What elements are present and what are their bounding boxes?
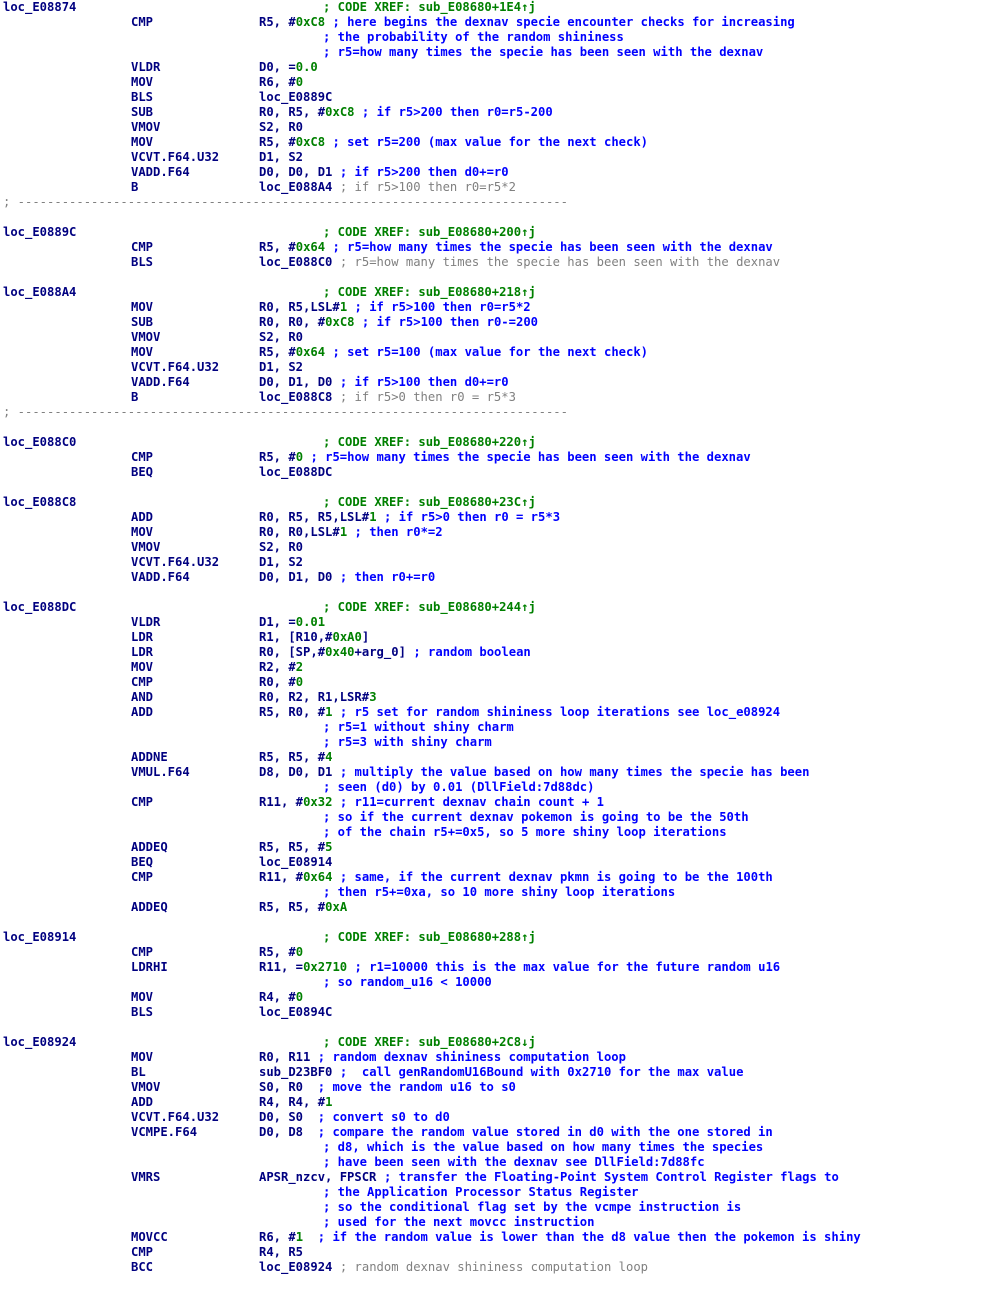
- instruction-line: [0, 75, 1000, 90]
- mnemonic: ADDEQ: [131, 900, 168, 914]
- separator-line: [0, 195, 1000, 210]
- instruction-line: [0, 60, 1000, 75]
- comment: ; move the random u16 to s0: [310, 1080, 516, 1094]
- operand-number: 0: [295, 990, 304, 1004]
- instruction-line: [0, 660, 1000, 675]
- instruction-line: [0, 1110, 1000, 1125]
- operand: R11, #: [259, 795, 304, 809]
- instruction-line: [0, 120, 1000, 135]
- mnemonic: ADD: [131, 1095, 154, 1109]
- operand: D0, D0, D1: [259, 165, 333, 179]
- mnemonic: SUB: [131, 105, 154, 119]
- mnemonic: LDR: [131, 645, 154, 659]
- operand: R5, #: [259, 450, 296, 464]
- operand: R4, R5: [259, 1245, 304, 1259]
- comment-continuation-line: [0, 30, 1000, 45]
- mnemonic: VLDR: [131, 615, 161, 629]
- instruction-line: [0, 165, 1000, 180]
- separator: ; ---------------------------------------------------------------------------: [3, 405, 568, 419]
- operand: D1, =: [259, 615, 296, 629]
- mnemonic: CMP: [131, 945, 154, 959]
- instruction-line: [0, 255, 1000, 270]
- mnemonic: ADD: [131, 510, 154, 524]
- operand-number: 0: [295, 75, 304, 89]
- operand: R5, R5, #: [259, 750, 326, 764]
- operand: R5, #: [259, 240, 296, 254]
- operand-branch-target[interactable]: loc_E08914: [259, 855, 333, 869]
- comment: ; random dexnav shininess computation loop: [317, 1050, 626, 1064]
- mnemonic: BLS: [131, 90, 154, 104]
- operand: R0, R0, #: [259, 315, 326, 329]
- operand-number: 3: [369, 690, 377, 704]
- operand-number: 0xA0: [332, 630, 362, 644]
- comment: ; if r5>0 then r0 = r5*3: [383, 510, 561, 524]
- xref-comment[interactable]: ; CODE XREF: sub_E08680+23C↑j: [323, 495, 536, 509]
- operand-number: 0x64: [295, 240, 326, 254]
- code-label[interactable]: loc_E08924: [3, 1035, 77, 1049]
- operand: R0, R5,LSL#: [259, 300, 340, 314]
- xref-comment[interactable]: ; CODE XREF: sub_E08680+244↑j: [323, 600, 536, 614]
- instruction-line: [0, 540, 1000, 555]
- mnemonic: MOVCC: [131, 1230, 168, 1244]
- mnemonic: VMRS: [131, 1170, 161, 1184]
- comment: ; r5 set for random shininess loop iterations see loc_e08924: [339, 705, 781, 719]
- instruction-line: [0, 990, 1000, 1005]
- code-label[interactable]: loc_E08874: [3, 0, 77, 14]
- operand-number: 0.0: [295, 60, 318, 74]
- comment: ; r1=10000 this is the max value for the future random u16: [354, 960, 781, 974]
- repeatable-comment: ; if r5>100 then r0=r5*2: [339, 180, 516, 194]
- label-line: [0, 0, 1000, 15]
- instruction-line: [0, 345, 1000, 360]
- separator-line: [0, 405, 1000, 420]
- operand-branch-target[interactable]: loc_E0894C: [259, 1005, 333, 1019]
- instruction-line: [0, 1080, 1000, 1095]
- label-line: [0, 495, 1000, 510]
- comment: ; then r0+=r0: [339, 570, 436, 584]
- operand: R5, R5, #: [259, 840, 326, 854]
- instruction-line: [0, 1065, 1000, 1080]
- operand-number: 0.01: [295, 615, 326, 629]
- mnemonic: VMOV: [131, 1080, 161, 1094]
- code-label[interactable]: loc_E08914: [3, 930, 77, 944]
- instruction-line: [0, 375, 1000, 390]
- mnemonic: BCC: [131, 1260, 154, 1274]
- mnemonic: VMOV: [131, 120, 161, 134]
- comment: ; compare the random value stored in d0 with the one stored in: [310, 1125, 773, 1139]
- mnemonic: ADDEQ: [131, 840, 168, 854]
- code-label[interactable]: loc_E088C0: [3, 435, 77, 449]
- operand: R0, R2, R1,LSR#: [259, 690, 370, 704]
- blank-line: [0, 480, 1000, 495]
- blank-line: [0, 270, 1000, 285]
- operand: R6, #: [259, 75, 296, 89]
- operand: R0, R5, R5,LSL#: [259, 510, 370, 524]
- mnemonic: MOV: [131, 75, 154, 89]
- operand: R2, #: [259, 660, 296, 674]
- operand: R4, #: [259, 990, 296, 1004]
- mnemonic: CMP: [131, 870, 154, 884]
- operand-branch-target[interactable]: loc_E088C8: [259, 390, 333, 404]
- operand: D1, S2: [259, 555, 304, 569]
- label-line: [0, 435, 1000, 450]
- instruction-line: [0, 360, 1000, 375]
- comment: ; so if the current dexnav pokemon is going to be the 50th: [323, 810, 749, 824]
- instruction-line: [0, 855, 1000, 870]
- operand: R0, #: [259, 675, 296, 689]
- mnemonic: AND: [131, 690, 154, 704]
- comment: ; if r5>200 then r0=r5-200: [361, 105, 553, 119]
- instruction-line: [0, 555, 1000, 570]
- mnemonic: ADDNE: [131, 750, 168, 764]
- repeatable-comment: ; random dexnav shininess computation loop: [339, 1260, 649, 1274]
- operand: R0, R11: [259, 1050, 311, 1064]
- blank-line: [0, 210, 1000, 225]
- instruction-line: [0, 240, 1000, 255]
- comment: ; call genRandomU16Bound with 0x2710 for the max value: [339, 1065, 744, 1079]
- operand: R5, #: [259, 135, 296, 149]
- blank-line: [0, 585, 1000, 600]
- instruction-line: [0, 510, 1000, 525]
- mnemonic: SUB: [131, 315, 154, 329]
- operand-number: 0: [295, 450, 304, 464]
- operand: R0, [SP,#: [259, 645, 326, 659]
- comment: ; random boolean: [413, 645, 531, 659]
- mnemonic: VADD.F64: [131, 165, 190, 179]
- comment: ; same, if the current dexnav pkmn is going to be the 100th: [339, 870, 773, 884]
- mnemonic: VADD.F64: [131, 570, 190, 584]
- instruction-line: [0, 840, 1000, 855]
- xref-comment[interactable]: ; CODE XREF: sub_E08680+2C8↓j: [323, 1035, 536, 1049]
- instruction-line: [0, 105, 1000, 120]
- operand-number: 0xA: [325, 900, 348, 914]
- instruction-line: [0, 765, 1000, 780]
- label-line: [0, 285, 1000, 300]
- comment-continuation-line: [0, 735, 1000, 750]
- mnemonic: ADD: [131, 705, 154, 719]
- xref-comment[interactable]: ; CODE XREF: sub_E08680+218↑j: [323, 285, 536, 299]
- operand-number: 1: [369, 510, 377, 524]
- operand: R6, #: [259, 1230, 296, 1244]
- mnemonic: MOV: [131, 345, 154, 359]
- label-line: [0, 225, 1000, 240]
- instruction-line: [0, 630, 1000, 645]
- mnemonic: CMP: [131, 450, 154, 464]
- operand: R0, R0,LSL#: [259, 525, 340, 539]
- operand: D0, D1, D0: [259, 375, 333, 389]
- instruction-line: [0, 1245, 1000, 1260]
- instruction-line: [0, 525, 1000, 540]
- mnemonic: MOV: [131, 135, 154, 149]
- instruction-line: [0, 945, 1000, 960]
- mnemonic: VMOV: [131, 330, 161, 344]
- comment-continuation-line: [0, 780, 1000, 795]
- instruction-line: [0, 330, 1000, 345]
- mnemonic: VCVT.F64.U32: [131, 555, 220, 569]
- operand: R5, #: [259, 345, 296, 359]
- instruction-line: [0, 570, 1000, 585]
- mnemonic: VCMPE.F64: [131, 1125, 198, 1139]
- comment: ; of the chain r5+=0x5, so 5 more shiny loop iterations: [323, 825, 727, 839]
- mnemonic: LDRHI: [131, 960, 168, 974]
- operand: R5, R0, #: [259, 705, 326, 719]
- instruction-line: [0, 705, 1000, 720]
- code-label[interactable]: loc_E088A4: [3, 285, 77, 299]
- mnemonic: B: [131, 390, 139, 404]
- label-line: [0, 600, 1000, 615]
- comment: ; r11=current dexnav chain count + 1: [339, 795, 604, 809]
- label-line: [0, 1035, 1000, 1050]
- comment: ; then r5+=0xa, so 10 more shiny loop iterations: [323, 885, 676, 899]
- comment-continuation-line: [0, 825, 1000, 840]
- code-label[interactable]: loc_E0889C: [3, 225, 77, 239]
- operand-branch-target[interactable]: sub_D23BF0: [259, 1065, 333, 1079]
- operand-number: 0x40: [325, 645, 355, 659]
- instruction-line: [0, 1050, 1000, 1065]
- mnemonic: BL: [131, 1065, 146, 1079]
- mnemonic: VMOV: [131, 540, 161, 554]
- operand: ]: [361, 630, 370, 644]
- comment-continuation-line: [0, 720, 1000, 735]
- mnemonic: VADD.F64: [131, 375, 190, 389]
- operand-number: 1: [339, 300, 348, 314]
- mnemonic: VMUL.F64: [131, 765, 190, 779]
- instruction-line: [0, 1095, 1000, 1110]
- mnemonic: MOV: [131, 990, 154, 1004]
- mnemonic: MOV: [131, 300, 154, 314]
- instruction-line: [0, 615, 1000, 630]
- mnemonic: LDR: [131, 630, 154, 644]
- mnemonic: BLS: [131, 255, 154, 269]
- operand: R11, #: [259, 870, 304, 884]
- operand-number: 1: [325, 705, 333, 719]
- instruction-line: [0, 465, 1000, 480]
- comment: ; if the random value is lower than the d8 value then the pokemon is shiny: [310, 1230, 861, 1244]
- operand-number: 0x2710: [303, 960, 348, 974]
- operand: APSR_nzcv, FPSCR: [259, 1170, 377, 1184]
- operand: D0, D8: [259, 1125, 304, 1139]
- operand-number: 0: [295, 945, 304, 959]
- operand-branch-target[interactable]: loc_E0889C: [259, 90, 333, 104]
- operand-number: 2: [295, 660, 304, 674]
- comment: ; r5=3 with shiny charm: [323, 735, 492, 749]
- instruction-line: [0, 15, 1000, 30]
- comment: ; if r5>100 then r0-=200: [361, 315, 538, 329]
- comment: ; multiply the value based on how many times the specie has been: [339, 765, 810, 779]
- comment-continuation-line: [0, 810, 1000, 825]
- instruction-line: [0, 1170, 1000, 1185]
- blank-line: [0, 915, 1000, 930]
- operand-number: 0: [295, 675, 304, 689]
- operand-number: 0xC8: [295, 135, 326, 149]
- instruction-line: [0, 390, 1000, 405]
- operand-number: 0x64: [295, 345, 326, 359]
- comment-continuation-line: [0, 1155, 1000, 1170]
- instruction-line: [0, 150, 1000, 165]
- code-label[interactable]: loc_E088C8: [3, 495, 77, 509]
- blank-line: [0, 1020, 1000, 1035]
- operand-number: 0x64: [303, 870, 333, 884]
- operand: D0, D1, D0: [259, 570, 333, 584]
- comment: ; r5=1 without shiny charm: [323, 720, 514, 734]
- label-line: [0, 930, 1000, 945]
- mnemonic: CMP: [131, 240, 154, 254]
- operand-number: 0xC8: [325, 315, 355, 329]
- instruction-line: [0, 315, 1000, 330]
- operand: S2, R0: [259, 120, 304, 134]
- xref-comment[interactable]: ; CODE XREF: sub_E08680+288↑j: [323, 930, 536, 944]
- instruction-line: [0, 870, 1000, 885]
- operand: R5, #: [259, 945, 296, 959]
- instruction-line: [0, 135, 1000, 150]
- operand-branch-target[interactable]: loc_E08924: [259, 1260, 333, 1274]
- comment-continuation-line: [0, 1215, 1000, 1230]
- comment-continuation-line: [0, 885, 1000, 900]
- instruction-line: [0, 690, 1000, 705]
- operand-branch-target[interactable]: loc_E088DC: [259, 465, 333, 479]
- comment: ; r5=how many times the specie has been seen with the dexnav: [332, 240, 773, 254]
- mnemonic: MOV: [131, 660, 154, 674]
- instruction-line: [0, 1005, 1000, 1020]
- mnemonic: CMP: [131, 675, 154, 689]
- repeatable-comment: ; r5=how many times the specie has been seen with the dexnav: [339, 255, 781, 269]
- comment-continuation-line: [0, 1185, 1000, 1200]
- mnemonic: MOV: [131, 525, 154, 539]
- operand-number: 0xC8: [325, 105, 355, 119]
- operand-branch-target[interactable]: loc_E088A4: [259, 180, 333, 194]
- mnemonic: CMP: [131, 795, 154, 809]
- comment: ; the Application Processor Status Register: [323, 1185, 639, 1199]
- instruction-line: [0, 645, 1000, 660]
- operand: D0, =: [259, 60, 296, 74]
- mnemonic: VLDR: [131, 60, 161, 74]
- mnemonic: BLS: [131, 1005, 154, 1019]
- xref-comment[interactable]: ; CODE XREF: sub_E08680+200↑j: [323, 225, 536, 239]
- operand: S2, R0: [259, 540, 304, 554]
- operand: R11, =: [259, 960, 304, 974]
- operand-number: 1: [295, 1230, 304, 1244]
- instruction-line: [0, 90, 1000, 105]
- instruction-line: [0, 960, 1000, 975]
- comment: ; transfer the Floating-Point System Control Register flags to: [383, 1170, 839, 1184]
- instruction-line: [0, 180, 1000, 195]
- operand-number: 4: [325, 750, 333, 764]
- comment-continuation-line: [0, 45, 1000, 60]
- instruction-line: [0, 750, 1000, 765]
- instruction-line: [0, 300, 1000, 315]
- code-label[interactable]: loc_E088DC: [3, 600, 77, 614]
- comment: ; used for the next movcc instruction: [323, 1215, 595, 1229]
- operand: D0, S0: [259, 1110, 304, 1124]
- comment: ; seen (d0) by 0.01 (DllField:7d88dc): [323, 780, 595, 794]
- comment-continuation-line: [0, 1140, 1000, 1155]
- separator: ; ---------------------------------------------------------------------------: [3, 195, 568, 209]
- comment: ; so the conditional flag set by the vcmpe instruction is: [323, 1200, 742, 1214]
- mnemonic: MOV: [131, 1050, 154, 1064]
- operand: S2, R0: [259, 330, 304, 344]
- comment: ; r5=how many times the specie has been seen with the dexnav: [310, 450, 751, 464]
- comment: ; if r5>200 then d0+=r0: [339, 165, 509, 179]
- instruction-line: [0, 450, 1000, 465]
- comment: ; convert s0 to d0: [310, 1110, 450, 1124]
- instruction-line: [0, 675, 1000, 690]
- operand: R5, R5, #: [259, 900, 326, 914]
- comment: ; have been seen with the dexnav see DllField:7d88fc: [323, 1155, 705, 1169]
- mnemonic: BEQ: [131, 465, 154, 479]
- repeatable-comment: ; if r5>0 then r0 = r5*3: [339, 390, 516, 404]
- operand-number: 0xC8: [295, 15, 326, 29]
- operand: +arg_0]: [354, 645, 406, 659]
- operand: D8, D0, D1: [259, 765, 333, 779]
- comment: ; d8, which is the value based on how many times the species: [323, 1140, 764, 1154]
- instruction-line: [0, 1230, 1000, 1245]
- comment: ; the probability of the random shininess: [323, 30, 624, 44]
- mnemonic: BEQ: [131, 855, 154, 869]
- instruction-line: [0, 900, 1000, 915]
- operand: S0, R0: [259, 1080, 304, 1094]
- xref-comment[interactable]: ; CODE XREF: sub_E08680+220↑j: [323, 435, 536, 449]
- instruction-line: [0, 1125, 1000, 1140]
- comment-continuation-line: [0, 975, 1000, 990]
- comment: ; here begins the dexnav specie encounter checks for increasing: [332, 15, 795, 29]
- operand-number: 5: [325, 840, 333, 854]
- mnemonic: VCVT.F64.U32: [131, 360, 220, 374]
- operand: R1, [R10,#: [259, 630, 333, 644]
- operand: R4, R4, #: [259, 1095, 326, 1109]
- operand-number: 0x32: [303, 795, 333, 809]
- operand: D1, S2: [259, 150, 304, 164]
- mnemonic: B: [131, 180, 139, 194]
- operand-number: 1: [325, 1095, 333, 1109]
- comment: ; r5=how many times the specie has been seen with the dexnav: [323, 45, 764, 59]
- comment: ; if r5>100 then r0=r5*2: [354, 300, 531, 314]
- instruction-line: [0, 795, 1000, 810]
- comment: ; then r0*=2: [354, 525, 443, 539]
- operand-branch-target[interactable]: loc_E088C0: [259, 255, 333, 269]
- operand: R5, #: [259, 15, 296, 29]
- mnemonic: VCVT.F64.U32: [131, 1110, 220, 1124]
- comment: ; set r5=200 (max value for the next check): [332, 135, 649, 149]
- comment: ; so random_u16 < 10000: [323, 975, 492, 989]
- instruction-line: [0, 1260, 1000, 1275]
- comment: ; set r5=100 (max value for the next check): [332, 345, 649, 359]
- mnemonic: VCVT.F64.U32: [131, 150, 220, 164]
- xref-comment[interactable]: ; CODE XREF: sub_E08680+1E4↑j: [323, 0, 536, 14]
- mnemonic: CMP: [131, 1245, 154, 1259]
- comment: ; if r5>100 then d0+=r0: [339, 375, 509, 389]
- mnemonic: CMP: [131, 15, 154, 29]
- operand: D1, S2: [259, 360, 304, 374]
- operand-number: 1: [339, 525, 348, 539]
- operand: R0, R5, #: [259, 105, 326, 119]
- comment-continuation-line: [0, 1200, 1000, 1215]
- blank-line: [0, 420, 1000, 435]
